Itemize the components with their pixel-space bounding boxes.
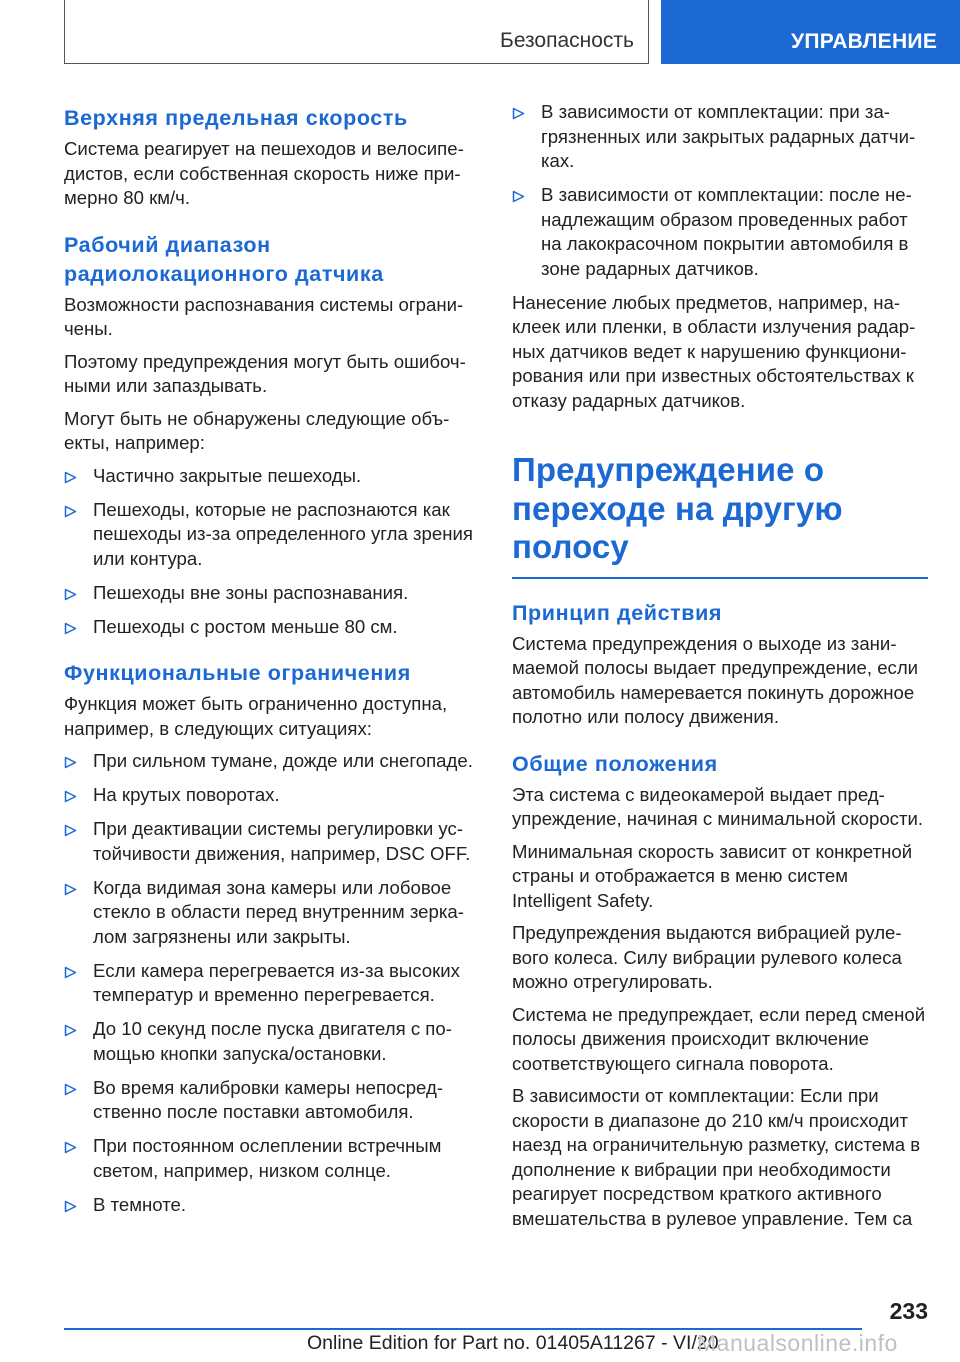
heading-principle: Принцип действия xyxy=(512,600,723,625)
heading-general: Общие положения xyxy=(512,751,718,776)
heading-sensor-range: Рабочий диапазон радиолокационного датчика xyxy=(64,232,384,286)
triangle-right-outline-icon xyxy=(64,966,77,979)
bullet-item xyxy=(64,749,476,774)
bullet-text: В темноте. xyxy=(93,1193,187,1215)
heading-limitations: Функциональные ограничения xyxy=(64,661,411,685)
header-chapter-tab: УПРАВЛЕНИЕ xyxy=(661,0,960,64)
bullet-text: В зависимости от комплектации: при загрязненных или закрытых радарных датчиках. xyxy=(541,101,916,171)
bullet-item xyxy=(64,817,476,866)
bullet-item xyxy=(64,959,476,1008)
triangle-right-outline-icon xyxy=(64,471,77,484)
bullet-text: При постоянном ослеплении встречным светом, например, низком солнце. xyxy=(93,1135,442,1181)
bullet-item xyxy=(64,1134,476,1183)
continued-bullet-list xyxy=(512,100,928,281)
bullet-text: Пешеходы с ростом меньше 80 см. xyxy=(93,615,398,637)
triangle-right-outline-icon xyxy=(64,1024,77,1037)
bullet-item xyxy=(64,581,476,606)
bullet-item xyxy=(64,783,476,808)
bullet-text: Пешеходы вне зоны распознавания. xyxy=(93,581,409,603)
paragraph-radar-interference: Нанесение любых предметов, например, наклеек или пленки, в области излучения радарных датчиков ведет к нарушению функционирования или при известных обстоятельствах к отказу радарных датчиков. xyxy=(512,291,916,411)
bullet-item xyxy=(64,1193,476,1218)
triangle-right-outline-icon xyxy=(64,883,77,896)
triangle-right-outline-icon xyxy=(64,505,77,518)
triangle-right-outline-icon xyxy=(64,756,77,769)
limitations-bullet-list xyxy=(64,749,476,1217)
bullet-text: Если камера перегревается из-за высоких температур и временно перегревается. xyxy=(93,959,460,1005)
bullet-item xyxy=(512,183,928,281)
paragraph-range-3: Могут быть не обнаружены следующие объекты, например: xyxy=(64,407,450,453)
bullet-text: Когда видимая зона камеры или лобовое стекло в области перед внутренним зеркалом загрязнены или закрыты. xyxy=(93,876,464,947)
triangle-right-outline-icon xyxy=(64,622,77,635)
bullet-item xyxy=(64,876,476,950)
triangle-right-outline-icon xyxy=(64,1200,77,1213)
triangle-right-outline-icon xyxy=(64,588,77,601)
triangle-right-outline-icon xyxy=(512,190,525,203)
paragraph-general-3: Предупреждения выдаются вибрацией рулевого колеса. Силу вибрации рулевого колеса можно отрегулировать. xyxy=(512,922,902,992)
paragraph-principle: Система предупреждения о выходе из занимаемой полосы выдает предупреждение, если автомобиль намеревается покинуть дорожное полотно или полосу движения. xyxy=(512,632,919,727)
bullet-item xyxy=(64,1076,476,1125)
bullet-text: Пешеходы, которые не распознаются как пешеходы из-за определенного угла зрения или контура. xyxy=(93,498,473,569)
triangle-right-outline-icon xyxy=(512,107,525,120)
left-column xyxy=(64,100,476,1227)
paragraph-general-4: Система не предупреждает, если перед сменой полосы движения происходит включение соответствующего сигнала поворота. xyxy=(512,1003,926,1074)
heading-speed-limit: Верхняя предельная скорость xyxy=(64,106,408,130)
range-bullet-list xyxy=(64,464,476,640)
heading-lane-departure: Предупреждение о переходе на другую полосу xyxy=(512,451,928,579)
header-section-title: Безопасность xyxy=(500,29,634,52)
bullet-item xyxy=(64,498,476,572)
paragraph-range-2: Поэтому предупреждения могут быть ошибочными или запаздывать. xyxy=(64,350,466,396)
bullet-text: На крутых поворотах. xyxy=(93,784,280,805)
right-column xyxy=(512,100,928,1231)
header-section-box xyxy=(64,0,649,64)
paragraph-range-1: Возможности распознавания системы ограничены. xyxy=(64,293,464,339)
footer-edition: Online Edition for Part no. 01405A11267 - VI/20 xyxy=(307,1332,719,1354)
bullet-text: До 10 секунд после пуска двигателя с помощью кнопки запуска/остановки. xyxy=(93,1018,452,1064)
triangle-right-outline-icon xyxy=(64,1141,77,1154)
paragraph-general-1: Эта система с видеокамерой выдает предупреждение, начиная с минимальной скорости. xyxy=(512,783,924,829)
page-number: 233 xyxy=(889,1298,928,1324)
triangle-right-outline-icon xyxy=(64,1083,77,1096)
bullet-item xyxy=(64,464,476,489)
paragraph-speed-limit: Система реагирует на пешеходов и велосипедистов, если собственная скорость ниже примерно 80 км/ч. xyxy=(64,138,464,208)
bullet-text: Частично закрытые пешеходы. xyxy=(93,464,362,486)
bullet-text: В зависимости от комплектации: после ненадлежащим образом проведенных работ на лакокрасочном покрытии автомобиля в зоне радарных датчиков. xyxy=(541,184,912,279)
triangle-right-outline-icon xyxy=(64,790,77,803)
watermark: Manualsonline.info xyxy=(697,1330,898,1356)
triangle-right-outline-icon xyxy=(64,824,77,837)
bullet-text: При сильном тумане, дожде или снегопаде. xyxy=(93,750,473,771)
bullet-text: При деактивации системы регулировки устойчивости движения, например, DSC OFF. xyxy=(93,818,471,864)
bullet-text: Во время калибровки камеры непосредственно после поставки автомобиля. xyxy=(93,1076,444,1122)
paragraph-limitations: Функция может быть ограниченно доступна, например, в следующих ситуациях: xyxy=(64,693,448,739)
bullet-item xyxy=(512,100,928,174)
bullet-item xyxy=(64,1017,476,1066)
paragraph-general-5: В зависимости от комплектации: Если при скорости в диапазоне до 210 км/ч происходит наезд на ограничительную разметку, система в дополнение к вибрации при необходимости реагирует посредством краткого активного вмешательства в рулевое управление. Тем са xyxy=(512,1085,921,1229)
paragraph-general-2: Минимальная скорость зависит от конкретной страны и отображается в меню систем Intelligent Safety. xyxy=(512,840,913,911)
bullet-item xyxy=(64,615,476,640)
